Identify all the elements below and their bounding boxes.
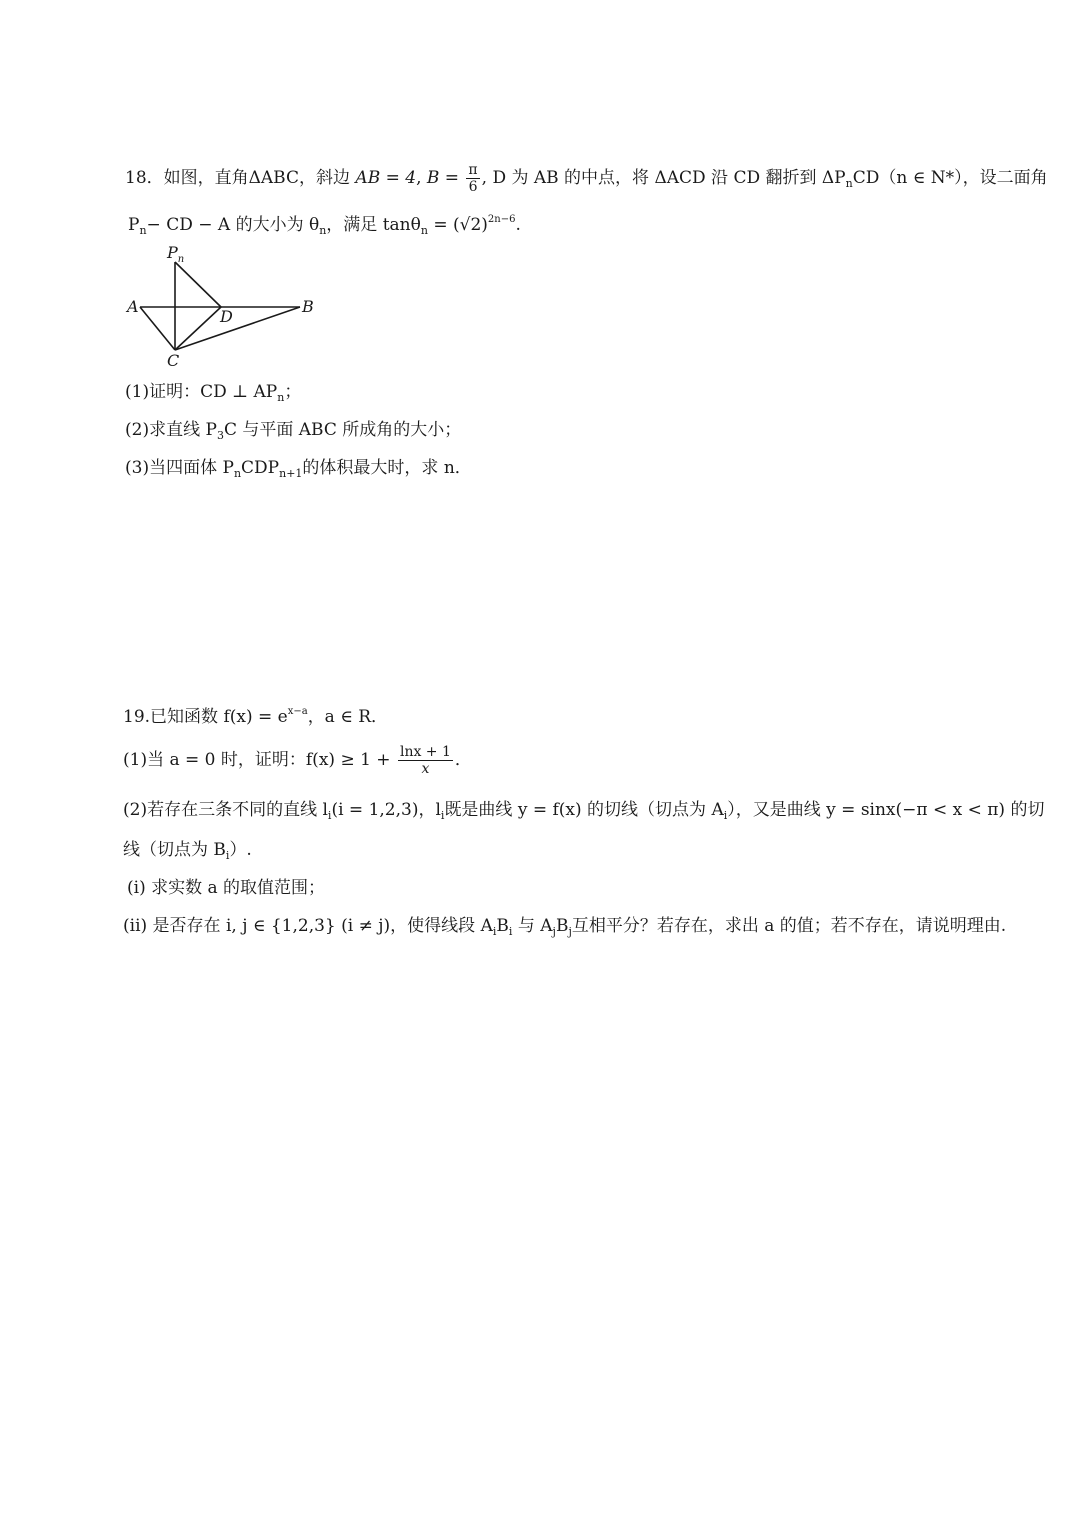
q18-part3: (3)当四面体 $P_nCDP_{n+1}$的体积最大时，求 n． bbox=[125, 458, 472, 480]
q18-text-c: CD（n ∈ N*），设二面角 bbox=[852, 168, 1048, 188]
label-b: B bbox=[302, 297, 314, 316]
q18-intro: 18．如图，直角ΔABC，斜边 bbox=[125, 168, 351, 188]
q19-fraction: $\frac{\ln x + 1}{x}$ bbox=[399, 744, 451, 777]
edge-cb bbox=[175, 307, 300, 350]
q19-part2: (2)若存在三条不同的直线 $l_i(i = 1,2,3)$，$l_i$既是曲线 y = f(x) 的切线（切点为 $A_i$），又是曲线 y = sinx(−π < x < π) 的切 bbox=[123, 800, 1045, 822]
q18-line2: $P_n-$ CD − A 的大小为 $\theta_n$，满足 $\tan\theta_n = (√2)^{2n-6}$. bbox=[128, 214, 521, 237]
label-d: D bbox=[220, 307, 233, 326]
geometry-figure bbox=[125, 242, 325, 372]
q19-part2-cont: 线（切点为 $B_i$）. bbox=[123, 840, 252, 862]
label-c: C bbox=[167, 351, 180, 370]
q18-part1: (1)证明：CD ⊥ $AP_n$； bbox=[125, 382, 302, 404]
q18-b: B = bbox=[426, 168, 460, 188]
q19-sub-ii: (ii) 是否存在 i, j ∈ {1,2,3} (i ≠ j)，使得线段 $A_iB_i$ 与 $A_jB_j$互相平分？若存在，求出 a 的值；若不存在，请说明理由. bbox=[123, 916, 1007, 938]
edge-cd bbox=[175, 307, 221, 350]
q18-ab: AB = 4 bbox=[355, 168, 417, 188]
label-p: $P_n$ bbox=[167, 243, 185, 265]
q18-part2: (2)求直线 $P_3C$ 与平面 ABC 所成角的大小； bbox=[125, 420, 462, 442]
q18-text-b: D 为 AB 的中点，将 ΔACD 沿 CD 翻折到 ΔP bbox=[492, 168, 846, 188]
q19-part1: (1)当 a = 0 时，证明：f(x) ≥ 1 + $\frac{\ln x + 1}{x}$ ． bbox=[123, 744, 472, 777]
q19-line1: 19.已知函数 $f(x) = e^{x-a}$，a ∈ R． bbox=[123, 706, 389, 727]
q19-sub-i: (i) 求实数 a 的取值范围； bbox=[127, 878, 326, 898]
label-a: A bbox=[127, 297, 139, 316]
edge-ac bbox=[140, 307, 175, 350]
q18-fraction: $\frac{\pi}{6}$ bbox=[468, 162, 478, 195]
edge-pd bbox=[175, 262, 221, 307]
q18-line1: 18．如图，直角ΔABC，斜边 AB = 4, B = $\frac{\pi}{6}$ , D 为 AB 的中点，将 ΔACD 沿 CD 翻折到 $\Delta P_nCD(n$ ∈ N*），设二面角 bbox=[125, 162, 1048, 195]
